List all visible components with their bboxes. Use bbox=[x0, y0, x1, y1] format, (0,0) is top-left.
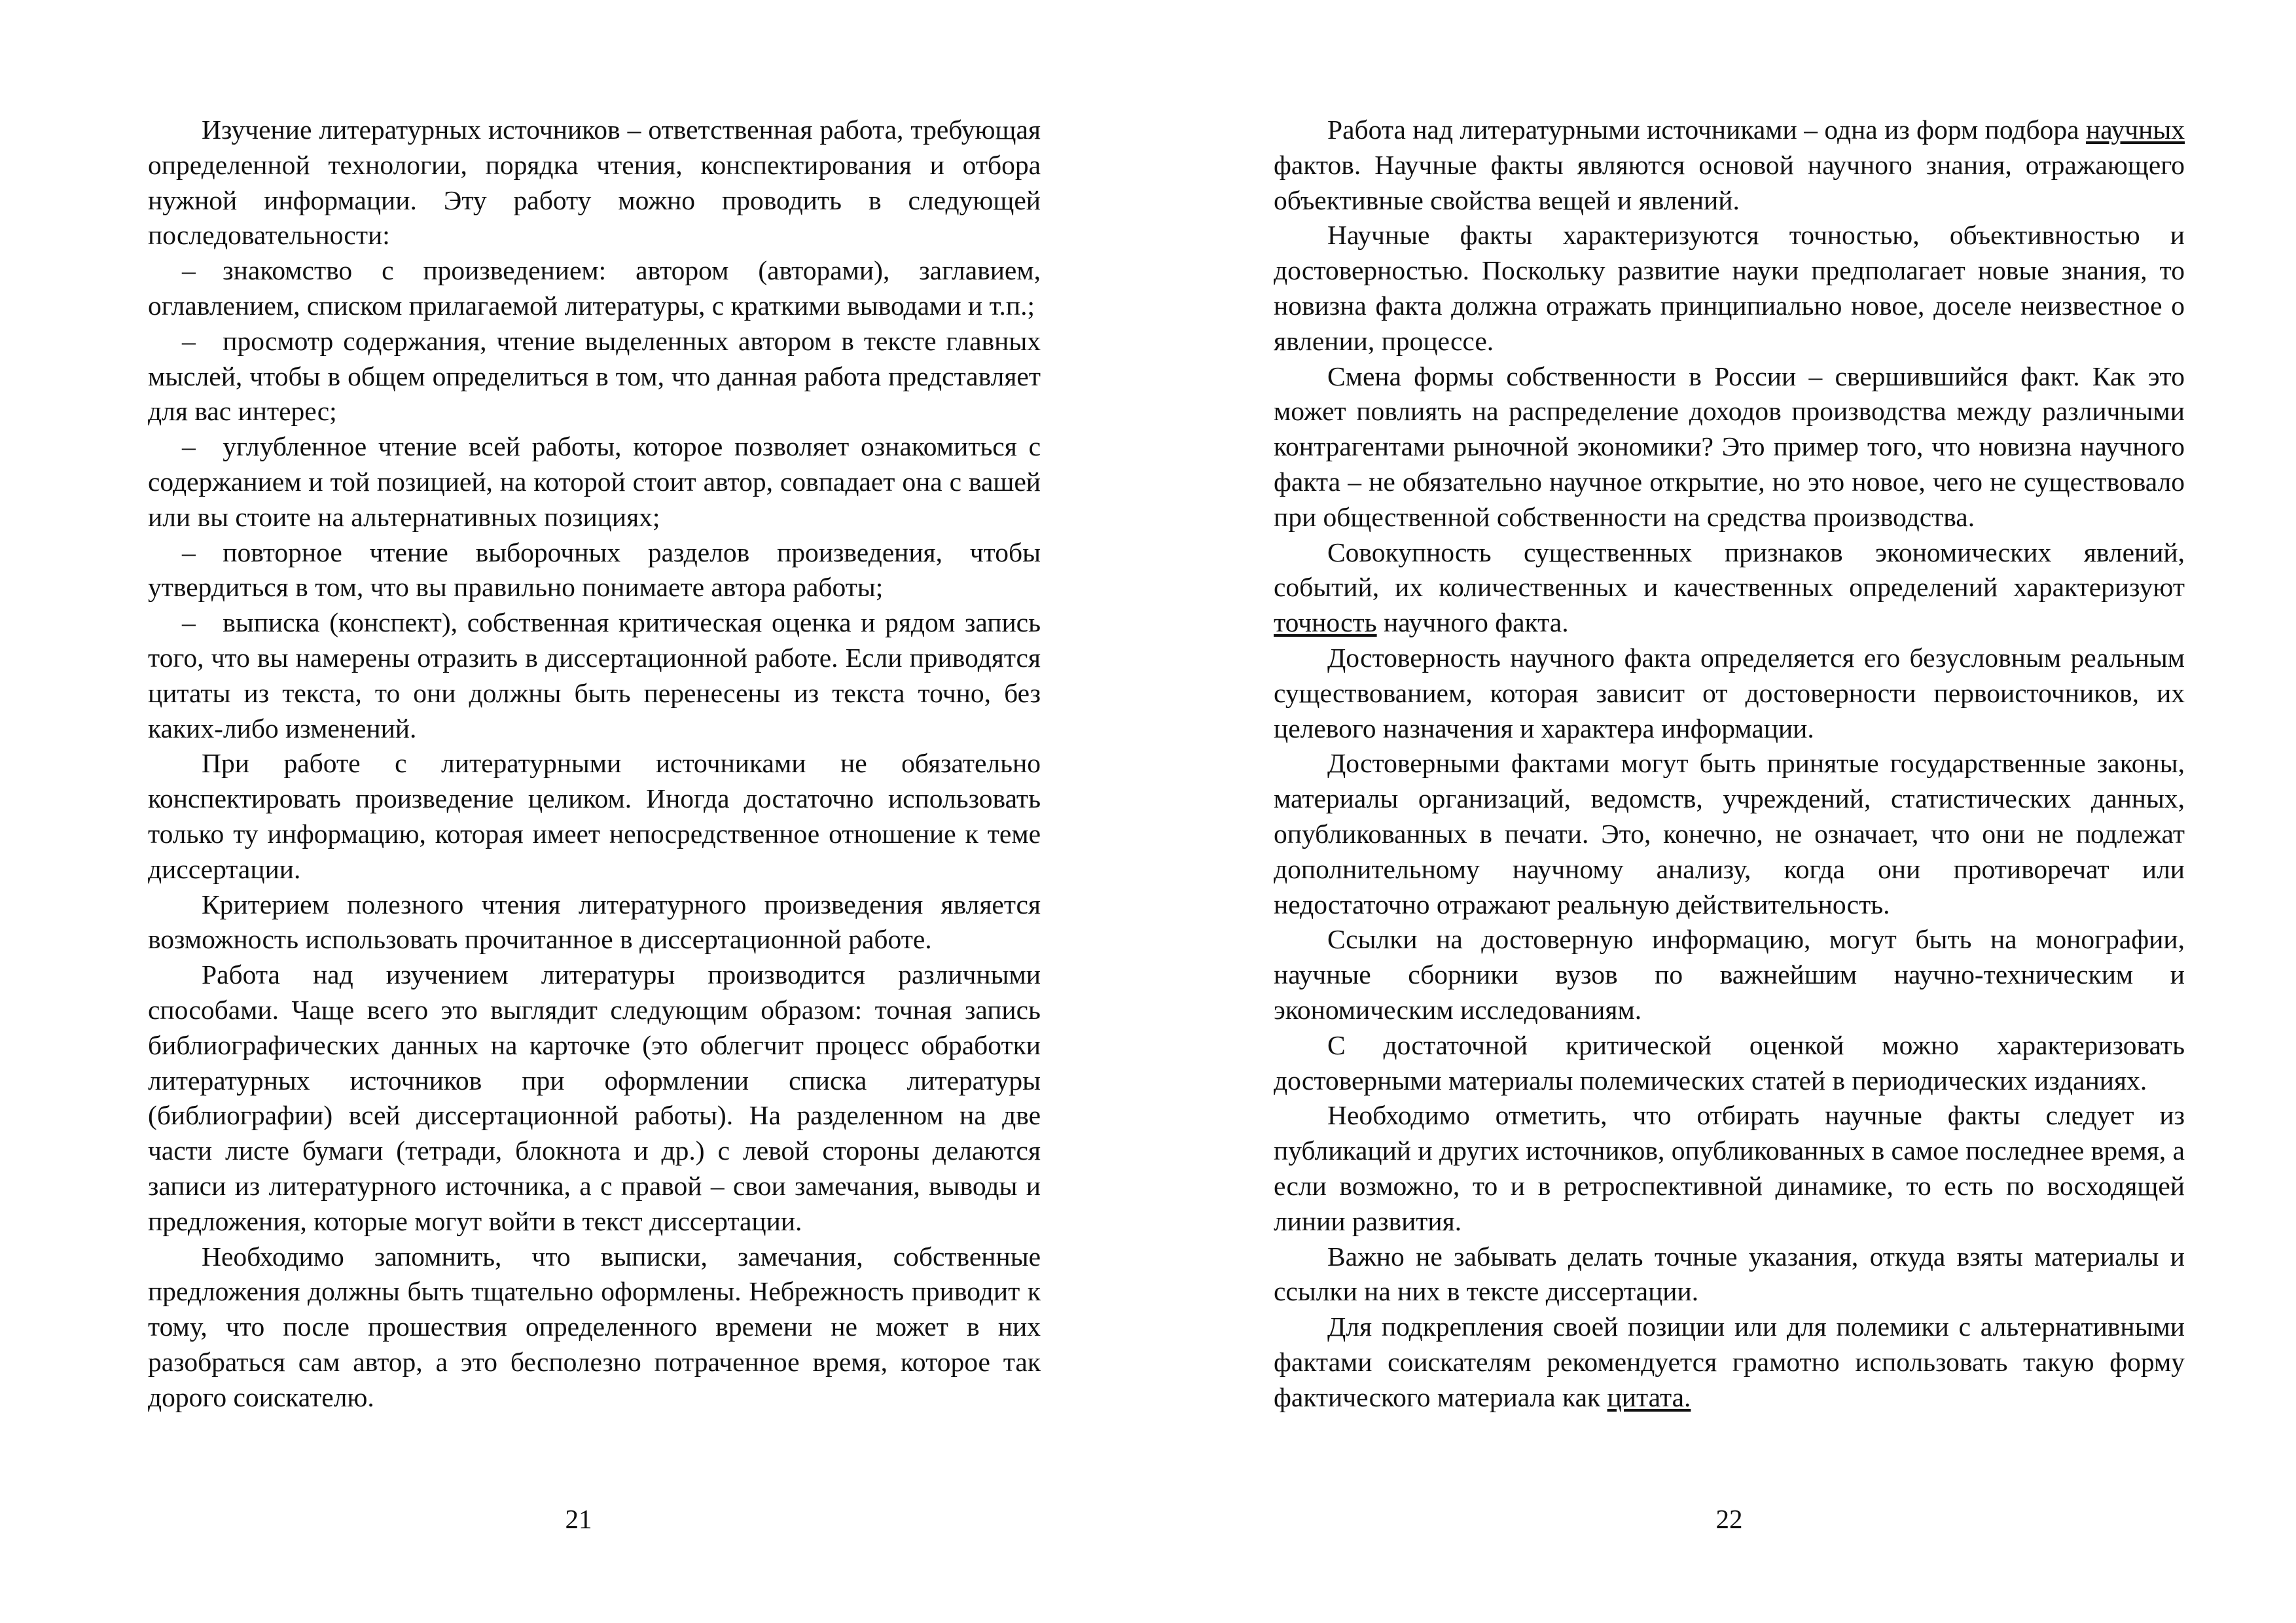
list-item-text: просмотр содержания, чтение выделенных автором в тексте главных мыслей, чтобы в общем определиться в том, что данная работа представляет для вас интерес; bbox=[148, 325, 1041, 427]
paragraph: Необходимо отметить, что отбирать научные факты следует из публикаций и других источников, опубликованных в самое последнее время, а если возможно, то и в ретроспективной динамике, то есть по восходящей линии развития. bbox=[1274, 1100, 2185, 1236]
paragraph: Научные факты характеризуются точностью, объективностью и достоверностью. Поскольку развитие науки предполагает новые знания, то новизна факта должна отражать принципиально новое, доселе неизвестное о явлении, процессе. bbox=[1274, 220, 2185, 356]
underlined-term: цитата. bbox=[1607, 1382, 1691, 1412]
paragraph: Достоверность научного факта определяется его безусловным реальным существованием, которая зависит от достоверности первоисточников, их целевого назначения и характера информации. bbox=[1274, 642, 2185, 743]
page-number-left: 21 bbox=[565, 1504, 592, 1534]
list-item bbox=[148, 324, 1041, 429]
paragraph: С достаточной критической оценкой можно характеризовать достоверными материалы полемических статей в периодических изданиях. bbox=[1274, 1029, 2185, 1096]
paragraph bbox=[1274, 535, 2185, 641]
dash-marker: – bbox=[182, 537, 196, 567]
left-page-text bbox=[148, 113, 1041, 1415]
list-item-text: повторное чтение выборочных разделов произведения, чтобы утвердиться в том, что вы правильно понимаете автора работы; bbox=[148, 537, 1041, 603]
list-item bbox=[148, 429, 1041, 535]
paragraph: Работа над изучением литературы производится различными способами. Чаще всего это выглядит следующим образом: точная запись библиографических данных на карточке (это облегчит процесс обработки литературных источников при оформлении списка литературы (библиографии) всей диссертационной работы). На разделенном на две части листе бумаги (тетради, блокнота и др.) с левой стороны делаются записи из литературного источника, а с правой – свои замечания, выводы и предложения, которые могут войти в текст диссертации. bbox=[148, 959, 1041, 1236]
paragraph bbox=[1274, 113, 2185, 218]
paragraph: Смена формы собственности в России – свершившийся факт. Как это может повлиять на распределение доходов производства между различными контрагентами рыночной экономики? Это пример того, что новизна научного факта – не обязательно научное открытие, но это новое, чего не существовало при общественной собственности на средства производства. bbox=[1274, 361, 2185, 532]
list-item bbox=[148, 253, 1041, 324]
right-page-text bbox=[1274, 113, 2185, 1415]
list-item-text: выписка (конспект), собственная критическая оценка и рядом запись того, что вы намерены отразить в диссертационной работе. Если приводятся цитаты из текста, то они должны быть перенесены из текста точно, без каких-либо изменений. bbox=[148, 607, 1041, 743]
paragraph: Изучение литературных источников – ответственная работа, требующая определенной технологии, порядка чтения, конспектирования и отбора нужной информации. Эту работу можно проводить в следующей последовательности: bbox=[148, 115, 1041, 251]
right-page bbox=[1148, 0, 2296, 1623]
paragraph: При работе с литературными источниками не обязательно конспектировать произведение целиком. Иногда достаточно использовать только ту информацию, которая имеет непосредственное отношение к теме диссертации. bbox=[148, 748, 1041, 884]
dash-marker: – bbox=[182, 607, 196, 638]
underlined-term: научных bbox=[2086, 115, 2185, 145]
dash-marker: – bbox=[182, 325, 196, 356]
paragraph: Критерием полезного чтения литературного произведения является возможность использовать прочитанное в диссертационной работе. bbox=[148, 889, 1041, 955]
dash-marker: – bbox=[182, 431, 196, 462]
paragraph bbox=[1274, 1310, 2185, 1415]
paragraph: Важно не забывать делать точные указания, откуда взяты материалы и ссылки на них в тексте диссертации. bbox=[1274, 1241, 2185, 1307]
text-run: научного факта. bbox=[1376, 607, 1569, 638]
underlined-term: точность bbox=[1274, 607, 1377, 638]
text-run: Совокупность существенных признаков экономических явлений, событий, их количественных и качественных определений характеризуют bbox=[1274, 537, 2185, 603]
paragraph: Достоверными фактами могут быть принятые государственные законы, материалы организаций, ведомств, учреждений, статистических данных, опубликованных в печати. Это, конечно, не означает, что они не подлежат дополнительному научному анализу, когда они противоречат или недостаточно отражают реальную действительность. bbox=[1274, 748, 2185, 919]
paragraph: Необходимо запомнить, что выписки, замечания, собственные предложения должны быть тщательно оформлены. Небрежность приводит к тому, что после прошествия определенного времени не может в них разобраться сам автор, а это бесполезно потраченное время, которое так дорого соискателю. bbox=[148, 1241, 1041, 1412]
list-item bbox=[148, 605, 1041, 746]
dash-marker: – bbox=[182, 255, 196, 286]
page-number-right: 22 bbox=[1715, 1504, 1743, 1534]
paragraph: Ссылки на достоверную информацию, могут быть на монографии, научные сборники вузов по важнейшим научно-техническим и экономическим исследованиям. bbox=[1274, 924, 2185, 1025]
text-run: Работа над литературными источниками – одна из форм подбора bbox=[1327, 115, 2086, 145]
list-item-text: углубленное чтение всей работы, которое позволяет ознакомиться с содержанием и той позицией, на которой стоит автор, совпадает она с вашей или вы стоите на альтернативных позициях; bbox=[148, 431, 1041, 532]
text-run: фактов. Научные факты являются основой научного знания, отражающего объективные свойства вещей и явлений. bbox=[1274, 149, 2185, 215]
text-run: Для подкрепления своей позиции или для полемики с альтернативными фактами соискателям рекомендуется грамотно использовать такую форму фактического материала как bbox=[1274, 1311, 2185, 1412]
list-item-text: знакомство с произведением: автором (авторами), заглавием, оглавлением, списком прилагаемой литературы, с краткими выводами и т.п.; bbox=[148, 255, 1041, 321]
list-item bbox=[148, 535, 1041, 606]
